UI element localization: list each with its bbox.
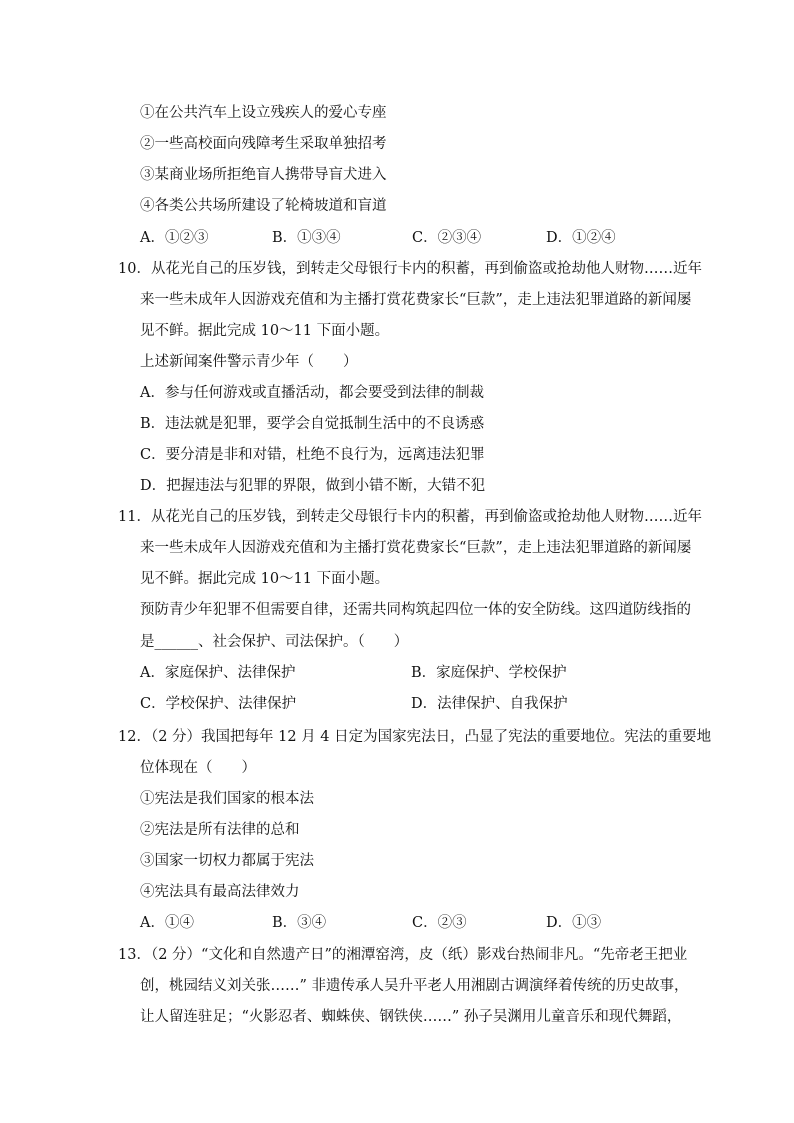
q10-option-d[interactable]: D．把握违法与犯罪的界限，做到小错不断，大错不犯 bbox=[140, 478, 486, 494]
q11-option-b[interactable]: B．家庭保护、学校保护 bbox=[411, 665, 567, 681]
q9-option-d[interactable]: D．①②④ bbox=[546, 230, 616, 246]
q11-options-row-1 bbox=[140, 663, 700, 683]
q12-stem-line-2: 位体现在（ ） bbox=[140, 760, 256, 776]
q11-option-d[interactable]: D．法律保护、自我保护 bbox=[411, 696, 568, 712]
q13-stem-line-2: 创，桃园结义刘关张……” 非遗传承人吴升平老人用湘剧古调演绎着传统的历史故事， bbox=[140, 978, 689, 994]
q9-option-a[interactable]: A．①②③ bbox=[140, 230, 209, 246]
q12-option-a[interactable]: A．①④ bbox=[140, 915, 194, 931]
q12-stem-line-1: 12．（2 分）我国把每年 12 月 4 日定为国家宪法日，凸显了宪法的重要地位。宪法的重要地 bbox=[118, 729, 712, 745]
q13-stem-line-3: 让人留连驻足；“火影忍者、蜘蛛侠、钢铁侠……” 孙子吴渊用儿童音乐和现代舞蹈， bbox=[140, 1009, 682, 1025]
q9-options bbox=[140, 228, 660, 248]
q11-stem-line-3: 见不鲜。据此完成 10～11 下面小题。 bbox=[140, 571, 390, 587]
q10-question: 上述新闻案件警示青少年（ ） bbox=[140, 354, 358, 370]
q10-stem-line-2: 来一些未成年人因游戏充值和为主播打赏花费家长“巨款”，走上违法犯罪道路的新闻屡 bbox=[140, 292, 692, 308]
q12-statement-3: ③国家一切权力都属于宪法 bbox=[140, 853, 314, 869]
q11-question-line-2: 是______、社会保护、司法保护。（ ） bbox=[140, 634, 409, 650]
q10-stem-line-1: 10．从花光自己的压岁钱，到转走父母银行卡内的积蓄，再到偷盗或抢劫他人财物……近年 bbox=[118, 261, 702, 277]
q9-option-b[interactable]: B．①③④ bbox=[272, 230, 341, 246]
q10-stem-line-3: 见不鲜。据此完成 10～11 下面小题。 bbox=[140, 323, 390, 339]
q11-stem-line-2: 来一些未成年人因游戏充值和为主播打赏花费家长“巨款”，走上违法犯罪道路的新闻屡 bbox=[140, 540, 692, 556]
q9-option-c[interactable]: C．②③④ bbox=[412, 230, 482, 246]
q12-options bbox=[140, 913, 660, 933]
q9-statement-2: ②一些高校面向残障考生采取单独招考 bbox=[140, 136, 387, 152]
q12-statement-2: ②宪法是所有法律的总和 bbox=[140, 822, 300, 838]
q12-option-c[interactable]: C．②③ bbox=[412, 915, 467, 931]
q12-statement-1: ①宪法是我们国家的根本法 bbox=[140, 791, 314, 807]
q11-question-line-1: 预防青少年犯罪不但需要自律，还需共同构筑起四位一体的安全防线。这四道防线指的 bbox=[140, 602, 691, 618]
q12-statement-4: ④宪法具有最高法律效力 bbox=[140, 884, 300, 900]
q10-option-c[interactable]: C．要分清是非和对错，杜绝不良行为，远离违法犯罪 bbox=[140, 447, 485, 463]
q12-option-b[interactable]: B．③④ bbox=[272, 915, 327, 931]
q9-statement-3: ③某商业场所拒绝盲人携带导盲犬进入 bbox=[140, 167, 387, 183]
q11-options-row-2 bbox=[140, 694, 700, 714]
q13-stem-line-1: 13．（2 分）“文化和自然遗产日”的湘潭窑湾，皮（纸）影戏台热闹非凡。“先帝老王把业 bbox=[118, 947, 688, 963]
q10-option-a[interactable]: A．参与任何游戏或直播活动，都会要受到法律的制裁 bbox=[140, 385, 484, 401]
q11-option-a[interactable]: A．家庭保护、法律保护 bbox=[140, 665, 296, 681]
q10-option-b[interactable]: B．违法就是犯罪，要学会自觉抵制生活中的不良诱惑 bbox=[140, 416, 485, 432]
q9-statement-1: ①在公共汽车上设立残疾人的爱心专座 bbox=[140, 105, 387, 121]
q9-statement-4: ④各类公共场所建设了轮椅坡道和盲道 bbox=[140, 198, 387, 214]
q12-option-d[interactable]: D．①③ bbox=[546, 915, 602, 931]
q11-stem-line-1: 11．从花光自己的压岁钱，到转走父母银行卡内的积蓄，再到偷盗或抢劫他人财物……近年 bbox=[118, 509, 702, 525]
q11-option-c[interactable]: C．学校保护、法律保护 bbox=[140, 696, 297, 712]
